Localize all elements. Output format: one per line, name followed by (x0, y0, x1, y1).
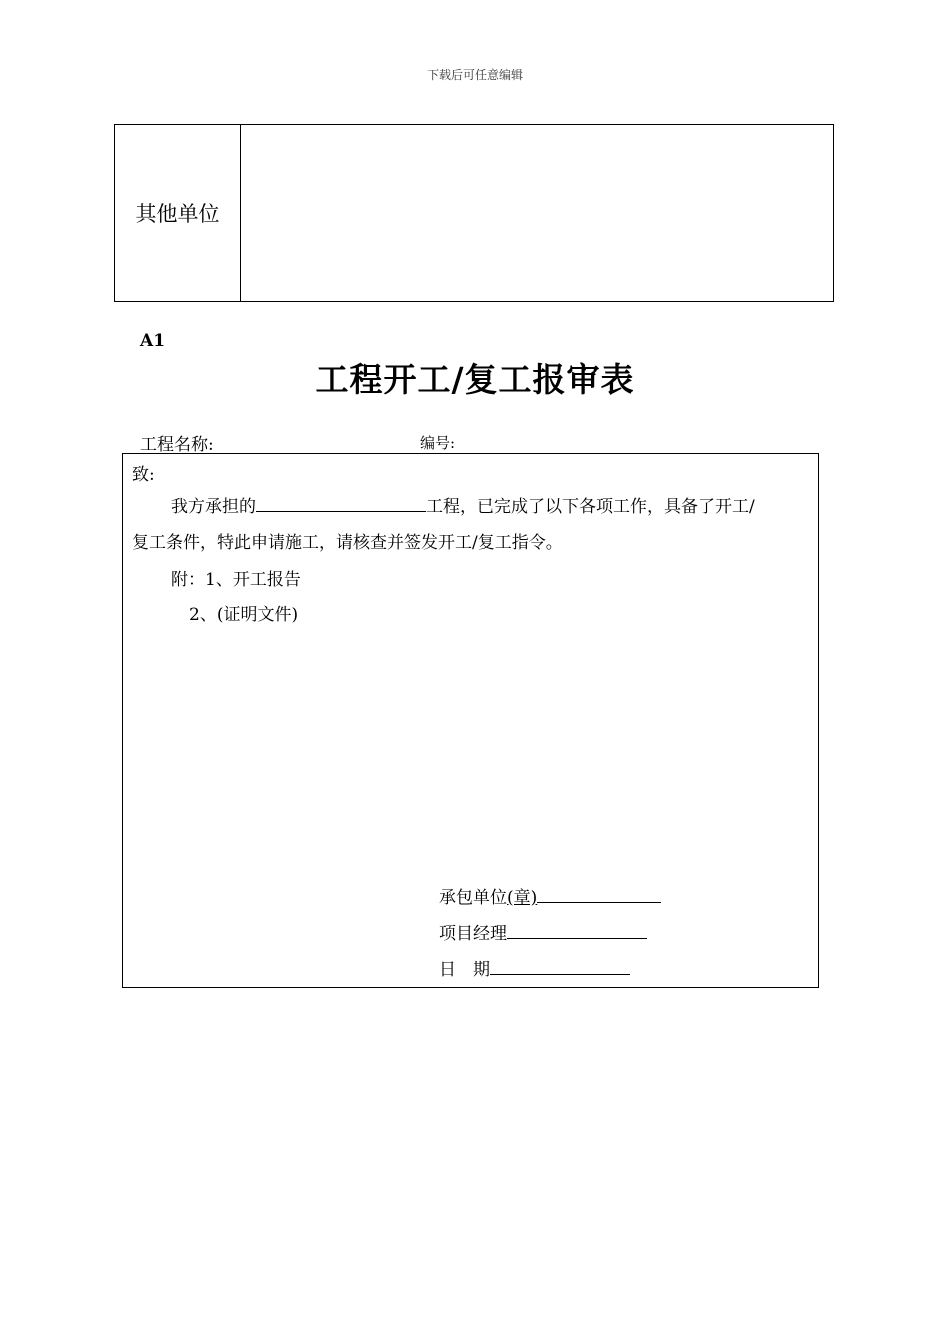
contractor-signature-line (439, 883, 661, 908)
other-units-label: 其他单位 (115, 125, 241, 301)
other-units-value (241, 125, 833, 301)
attachment-2: 2、(证明文件) (189, 605, 299, 625)
number-label: 编号: (420, 434, 456, 452)
date-label: 日 期 (439, 960, 490, 980)
contractor-label: 承包单位 (439, 888, 507, 908)
header-note: 下载后可任意编辑 (426, 68, 523, 82)
form-code: A1 (140, 331, 166, 351)
application-box (122, 453, 819, 988)
contractor-blank-field[interactable] (537, 884, 661, 903)
form-title: 工程开工/复工报审表 (315, 360, 635, 399)
manager-blank-field[interactable] (507, 920, 647, 939)
application-paragraph-line1 (171, 492, 755, 517)
para-part1: 我方承担的 (171, 497, 256, 517)
application-paragraph-line2: 复工条件，特此申请施工，请核查并签发开工/复工指令。 (132, 533, 563, 553)
para-part2: 工程，已完成了以下各项工作，具备了开工/ (426, 497, 755, 517)
other-units-table (114, 124, 834, 302)
attachment-1: 附：1、开工报告 (171, 570, 301, 590)
manager-label: 项目经理 (439, 924, 507, 944)
seal-label: (章) (507, 888, 538, 908)
project-name-label: 工程名称: (140, 435, 214, 455)
project-blank-field[interactable] (256, 493, 426, 512)
date-signature-line (439, 955, 630, 980)
date-blank-field[interactable] (490, 956, 630, 975)
to-label: 致: (132, 465, 155, 485)
manager-signature-line (439, 919, 647, 944)
